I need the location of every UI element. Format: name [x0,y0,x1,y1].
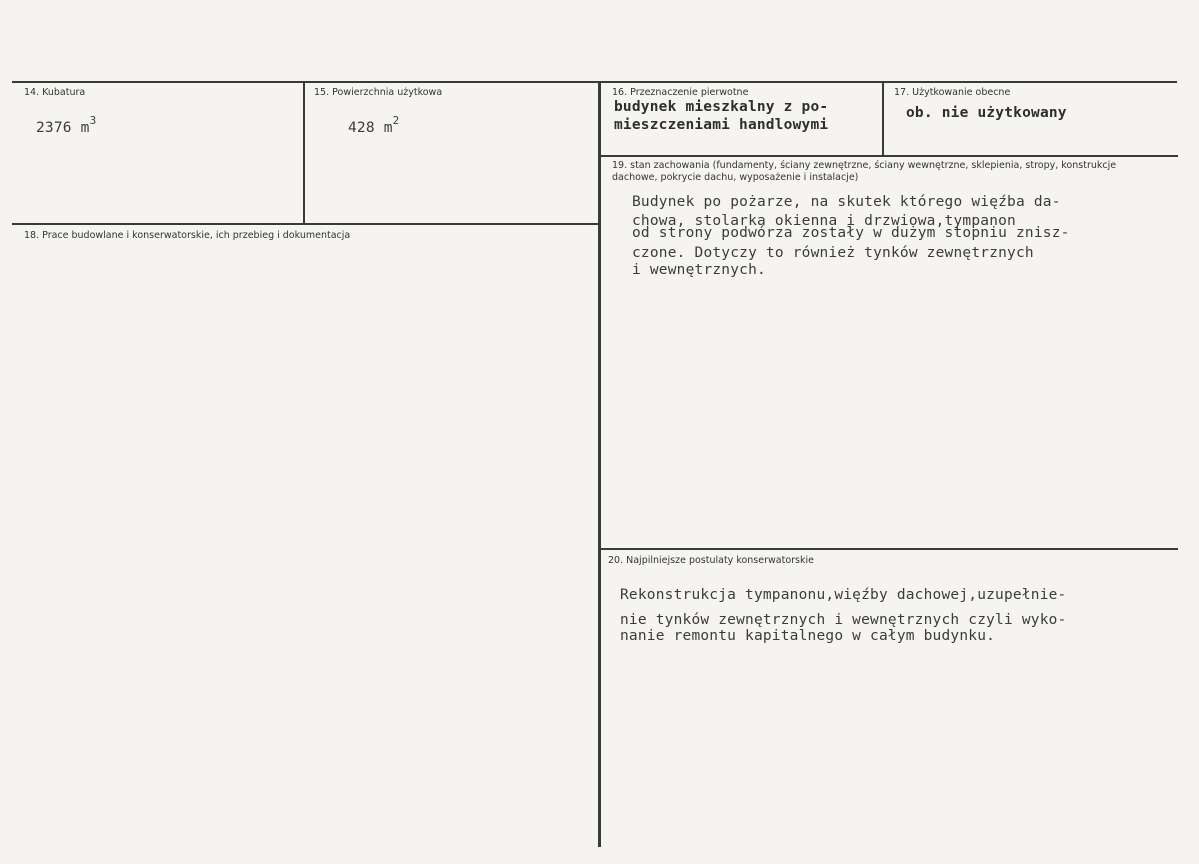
field-15-exponent: 2 [392,114,400,127]
field-19-line-5: i wewnętrznych. [632,262,766,278]
divider-14-15 [303,83,305,225]
field-14-exponent: 3 [89,114,97,127]
field-20-line-3: nanie remontu kapitalnego w całym budynku. [620,628,996,644]
field-14-number: 2376 m [36,120,90,136]
main-vertical-divider [598,83,601,847]
field-19-line-2: chowa, stolarka okienna i drzwiowa,tympanon [632,213,1016,229]
rule-under-16-17 [600,155,1178,157]
field-19-line-1: Budynek po pożarze, na skutek którego więźba da- [632,194,1061,210]
field-20-label: 20. Najpilniejsze postulaty konserwatorskie [608,555,814,566]
field-14-label: 14. Kubatura [24,87,86,98]
field-20-line-1: Rekonstrukcja tympanonu,więźby dachowej,uzupełnie- [620,587,1067,603]
field-19-line-3: od strony podwórza zostały w dużym stopniu znisz- [632,225,1070,241]
top-rule [12,81,1177,83]
rule-under-19 [600,548,1178,550]
rule-under-14-15 [12,223,599,225]
field-15-label: 15. Powierzchnia użytkowa [314,87,443,98]
field-19-line-4: czone. Dotyczy to również tynków zewnętrznych [632,245,1034,261]
field-19-label: 19. stan zachowania (fundamenty, ściany zewnętrzne, ściany wewnętrzne, sklepienia, stropy, konstrukcje dachowe, pokrycie dachu, wyposażenie i instalacje) [612,160,1117,183]
field-15-value [348,110,399,139]
field-15-number: 428 m [348,120,393,136]
divider-16-17 [882,83,884,155]
field-14-value [36,110,96,139]
field-17-value: ob. nie użytkowany [906,105,1067,121]
field-17-label: 17. Użytkowanie obecne [894,87,1011,98]
field-16-label: 16. Przeznaczenie pierwotne [612,87,749,98]
field-16-line-2: mieszczeniami handlowymi [614,117,829,133]
field-20-line-2: nie tynków zewnętrznych i wewnętrznych czyli wyko- [620,612,1067,628]
field-18-label: 18. Prace budowlane i konserwatorskie, ich przebieg i dokumentacja [24,230,351,241]
field-16-line-1: budynek mieszkalny z po- [614,99,829,115]
